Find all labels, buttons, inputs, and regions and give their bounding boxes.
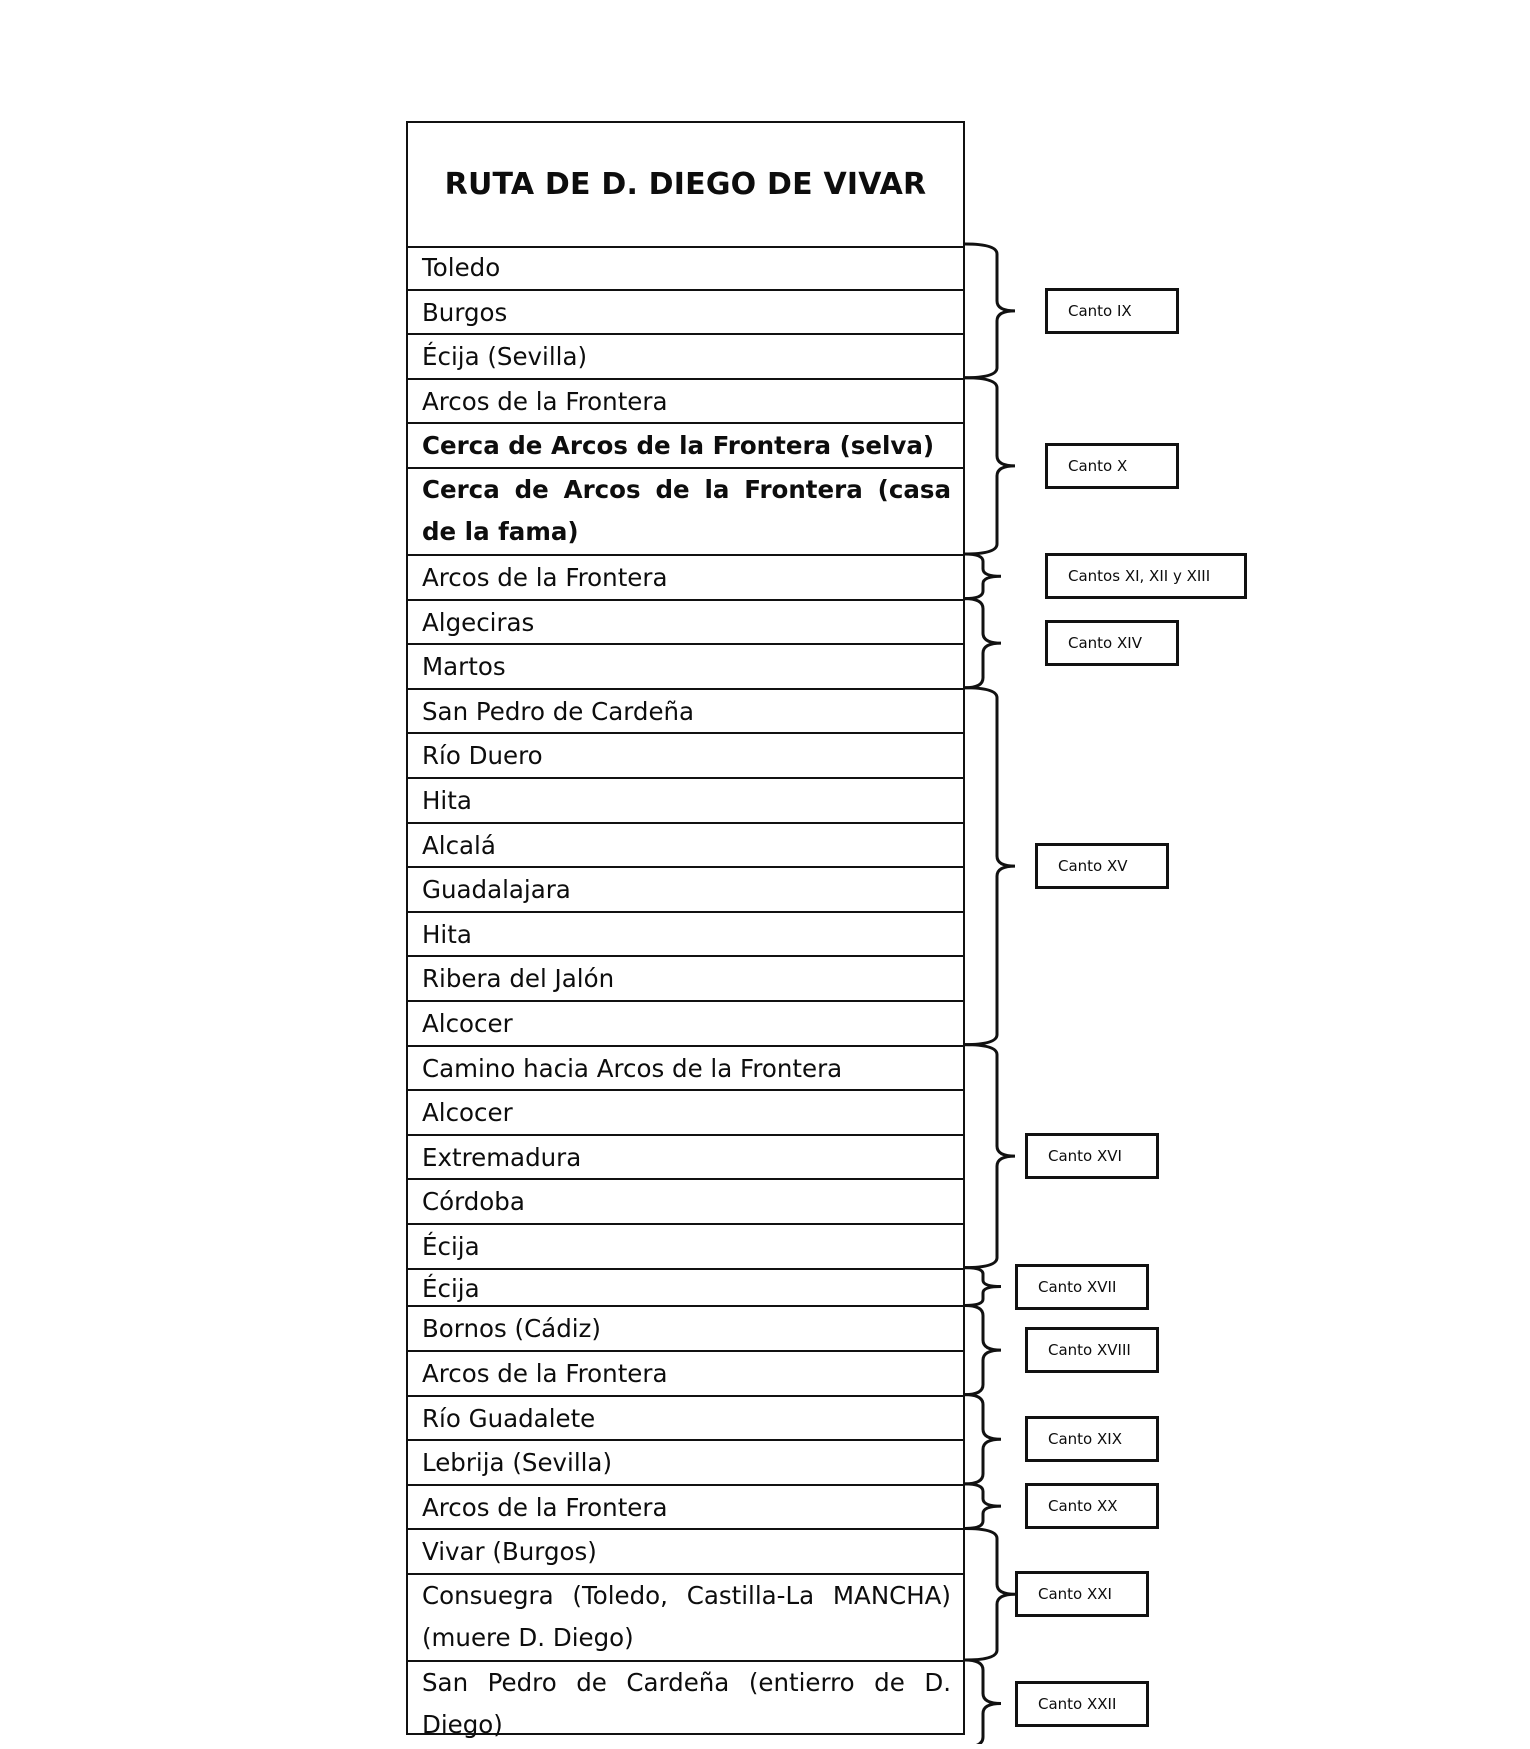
route-row: Arcos de la Frontera (408, 380, 963, 425)
canto-label: Canto XVIII (1048, 1341, 1131, 1360)
route-row: Écija (Sevilla) (408, 335, 963, 380)
curly-brace-icon (965, 1305, 1001, 1394)
route-row: Écija (408, 1270, 963, 1308)
canto-label-box (1045, 553, 1247, 599)
table-header (408, 123, 963, 248)
canto-label: Canto IX (1068, 301, 1132, 320)
route-row: Córdoba (408, 1180, 963, 1225)
route-row: Écija (408, 1225, 963, 1270)
route-row: Cerca de Arcos de la Frontera (selva) (408, 424, 963, 469)
route-row: Alcocer (408, 1002, 963, 1047)
canto-label-box (1045, 620, 1179, 666)
curly-brace-icon (965, 378, 1015, 554)
route-row: Consuegra (Toledo, Castilla-La MANCHA)(muere D. Diego) (408, 1575, 963, 1662)
route-row: Río Duero (408, 734, 963, 779)
route-row: Ribera del Jalón (408, 957, 963, 1002)
canto-label-box (1045, 443, 1179, 489)
canto-label-box (1025, 1133, 1159, 1179)
route-row: San Pedro de Cardeña (408, 690, 963, 735)
canto-label-box (1015, 1264, 1149, 1310)
canto-label: Cantos XI, XII y XIII (1068, 567, 1211, 586)
route-row: Martos (408, 645, 963, 690)
route-row: Extremadura (408, 1136, 963, 1181)
canto-label: Canto XV (1058, 857, 1128, 876)
canto-label: Canto XXII (1038, 1694, 1117, 1713)
route-row: Hita (408, 779, 963, 824)
route-row: Arcos de la Frontera (408, 556, 963, 601)
canto-label-box (1015, 1681, 1149, 1727)
route-table (406, 121, 965, 1740)
curly-brace-icon (965, 1395, 1001, 1484)
canto-label-box (1045, 288, 1179, 334)
canto-label-box (1025, 1327, 1159, 1373)
canto-label-box (1035, 843, 1169, 889)
curly-brace-icon (965, 1268, 1001, 1306)
route-row: Alcocer (408, 1091, 963, 1136)
canto-label: Canto XIV (1068, 634, 1142, 653)
route-row: Burgos (408, 291, 963, 336)
curly-brace-icon (965, 1484, 1001, 1529)
route-row: Bornos (Cádiz) (408, 1307, 963, 1352)
route-row: Río Guadalete (408, 1397, 963, 1442)
route-row: Toledo (408, 246, 963, 291)
canto-label: Canto XVII (1038, 1277, 1117, 1296)
route-row: Lebrija (Sevilla) (408, 1441, 963, 1486)
route-row: Cerca de Arcos de la Frontera (casa de la fama) (408, 469, 963, 556)
canto-label: Canto XXI (1038, 1585, 1112, 1604)
page-title: RUTA DE D. DIEGO DE VIVAR (444, 167, 927, 202)
route-row: San Pedro de Cardeña (entierro de D. Diego) (422, 1668, 951, 1740)
route-row: Arcos de la Frontera (408, 1486, 963, 1531)
curly-brace-icon (965, 244, 1015, 378)
route-row: Hita (408, 913, 963, 958)
canto-label: Canto X (1068, 456, 1128, 475)
canto-label: Canto XVI (1048, 1147, 1122, 1166)
canto-label: Canto XIX (1048, 1430, 1122, 1449)
curly-brace-icon (965, 1045, 1015, 1268)
route-row: Arcos de la Frontera (408, 1352, 963, 1397)
route-row: Alcalá (408, 824, 963, 869)
curly-brace-icon (965, 1660, 1001, 1744)
canto-label-box (1025, 1483, 1159, 1529)
route-row: Guadalajara (408, 868, 963, 913)
curly-brace-icon (965, 554, 1001, 599)
canto-label-box (1025, 1416, 1159, 1462)
curly-brace-icon (965, 599, 1001, 688)
canto-label-box (1015, 1571, 1149, 1617)
curly-brace-icon (965, 688, 1015, 1045)
curly-brace-icon (965, 1528, 1015, 1660)
route-row: Camino hacia Arcos de la Frontera (408, 1047, 963, 1092)
route-row: Vivar (Burgos) (408, 1530, 963, 1575)
route-row: Algeciras (408, 601, 963, 646)
canto-label: Canto XX (1048, 1497, 1118, 1516)
